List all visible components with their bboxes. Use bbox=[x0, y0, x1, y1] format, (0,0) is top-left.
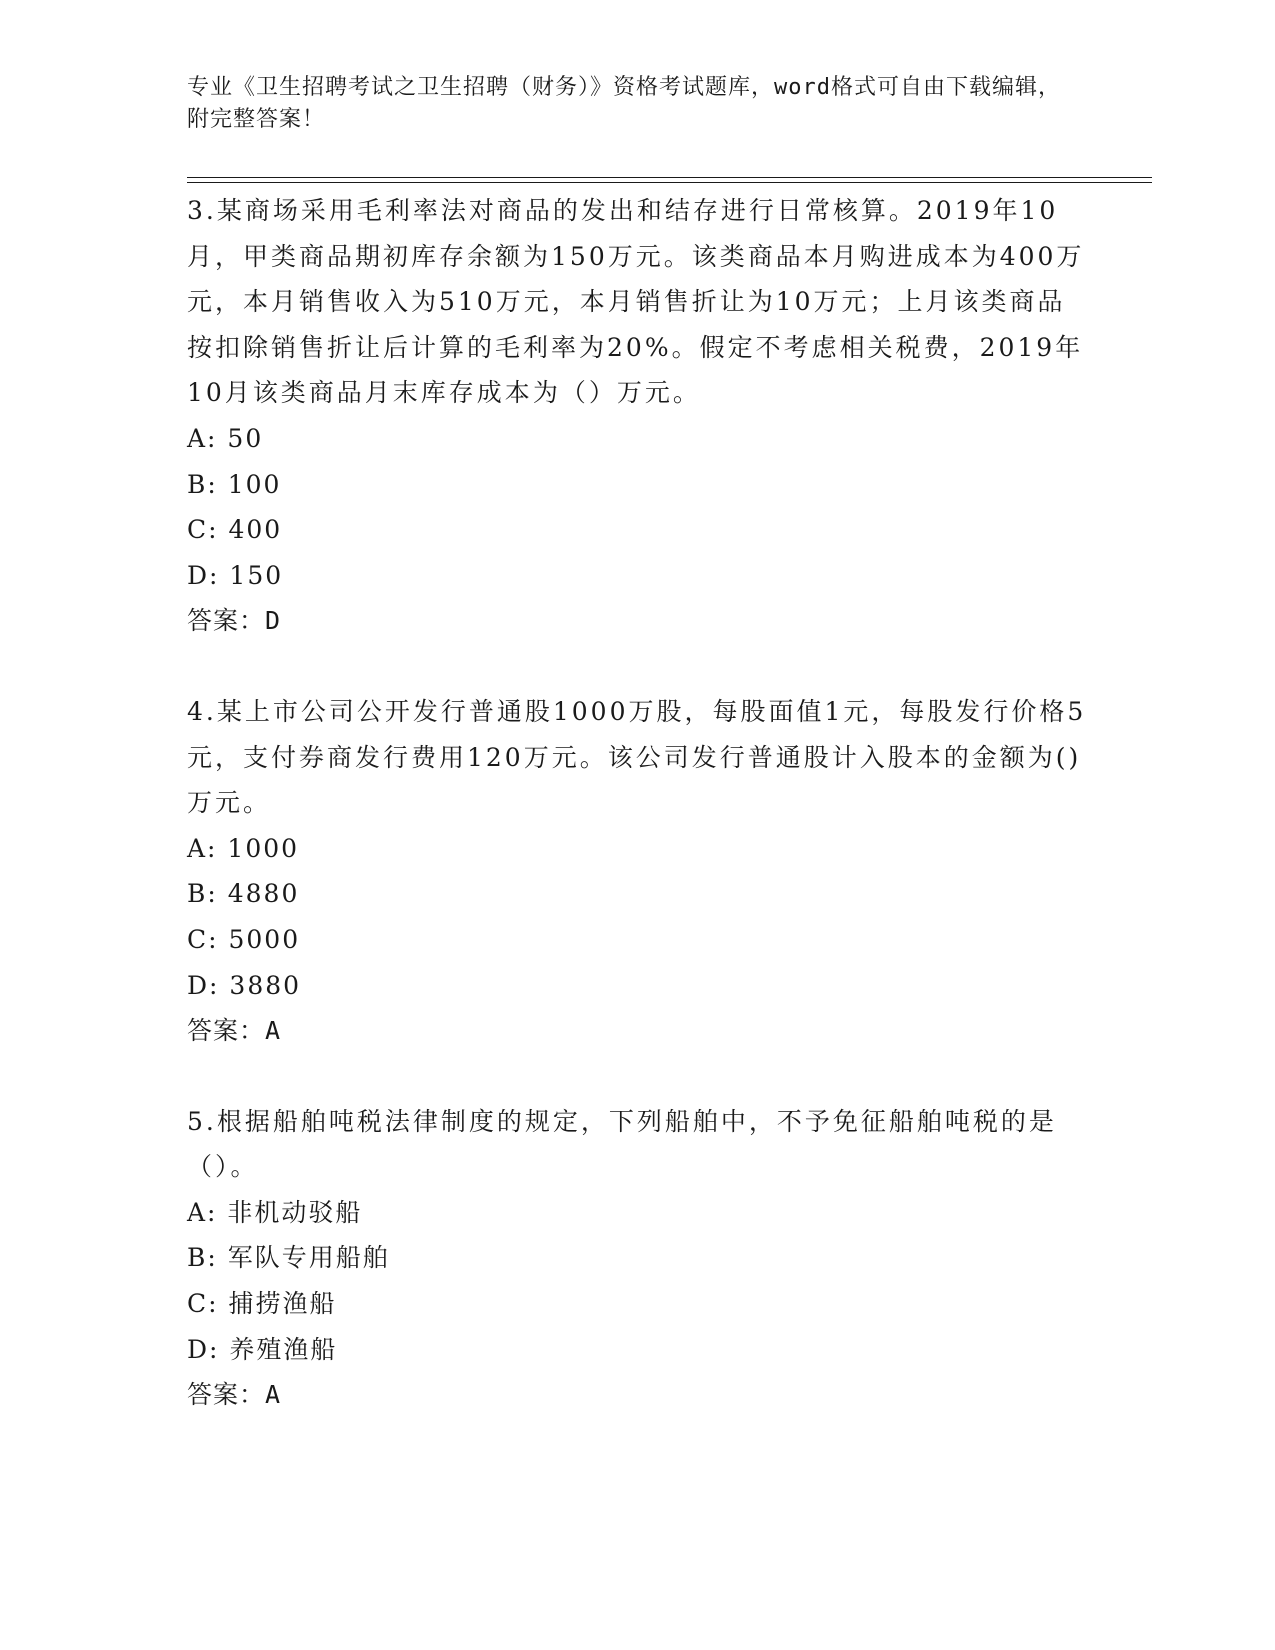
option-a: A: 非机动驳船 bbox=[187, 1197, 363, 1227]
option-b: B: 军队专用船舶 bbox=[187, 1243, 390, 1273]
answer: 答案：A bbox=[187, 1016, 282, 1046]
document-header: 专业《卫生招聘考试之卫生招聘（财务）》资格考试题库，word格式可自由下载编辑，附完整答案！ bbox=[187, 75, 1061, 132]
option-d: D: 150 bbox=[187, 560, 284, 590]
header-divider-top bbox=[187, 177, 1152, 178]
answer: 答案：A bbox=[187, 1380, 282, 1410]
option-a: A: 1000 bbox=[187, 833, 300, 863]
question-list bbox=[187, 188, 1087, 1463]
question-5 bbox=[187, 1099, 1087, 1418]
header-divider-bottom bbox=[187, 182, 1152, 183]
answer: 答案：D bbox=[187, 606, 282, 636]
question-stem: 5.根据船舶吨税法律制度的规定，下列船舶中，不予免征船舶吨税的是（）。 bbox=[187, 1106, 1057, 1182]
question-4 bbox=[187, 689, 1087, 1054]
option-b: B: 100 bbox=[187, 469, 282, 499]
option-a: A: 50 bbox=[187, 423, 264, 453]
option-c: C: 捕捞渔船 bbox=[187, 1289, 337, 1319]
question-stem: 4.某上市公司公开发行普通股1000万股，每股面值1元，每股发行价格5元，支付券商发行费用120万元。该公司发行普通股计入股本的金额为()万元。 bbox=[187, 696, 1087, 818]
question-stem: 3.某商场采用毛利率法对商品的发出和结存进行日常核算。2019年10月，甲类商品期初库存余额为150万元。该类商品本月购进成本为400万元，本月销售收入为510万元，本月销售折让为10万元；上月该类商品按扣除销售折让后计算的毛利率为20%。假定不考虑相关税费，2019年10月该类商品月末库存成本为（）万元。 bbox=[187, 196, 1085, 408]
question-3 bbox=[187, 188, 1087, 644]
option-c: C: 5000 bbox=[187, 924, 301, 954]
option-d: D: 3880 bbox=[187, 970, 302, 1000]
option-c: C: 400 bbox=[187, 515, 283, 545]
option-d: D: 养殖渔船 bbox=[187, 1334, 338, 1364]
option-b: B: 4880 bbox=[187, 879, 300, 909]
